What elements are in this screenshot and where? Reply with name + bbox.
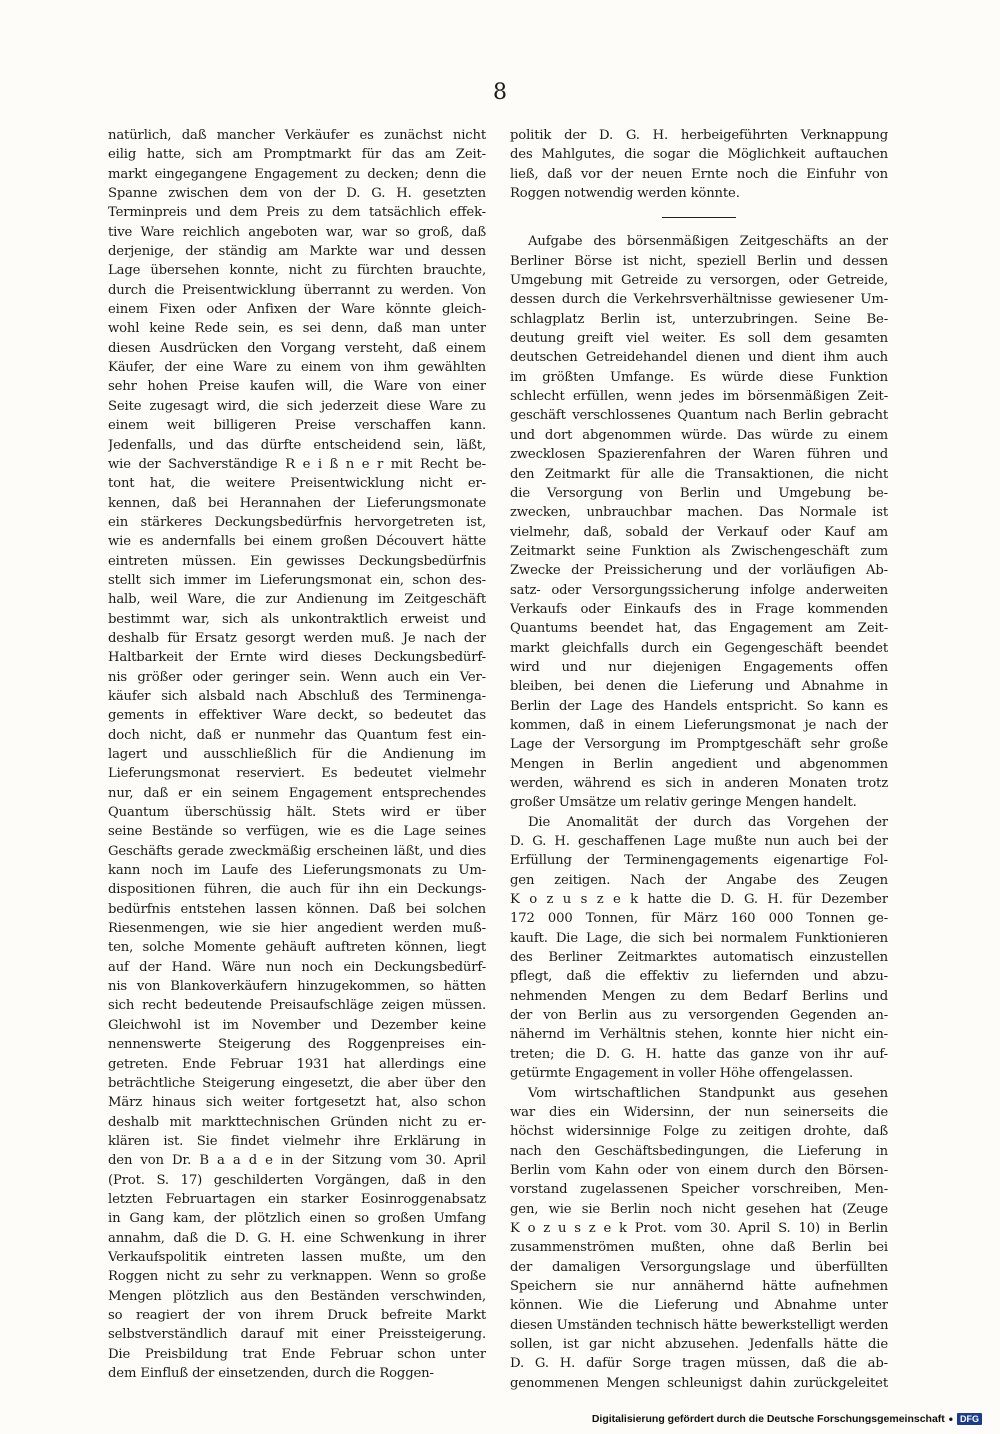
text-line: Käufer, der eine Ware zu einem von ihm gewählten	[108, 360, 486, 376]
text-line: Verkaufs oder Einkaufs des in Frage kommenden	[510, 601, 888, 617]
text-line: des Berliner Zeitmarktes automatisch einzustellen	[510, 950, 888, 966]
text-line: vielmehr, daß, sobald der Verkauf oder Kauf am	[510, 524, 888, 540]
footer	[592, 1412, 982, 1426]
text-line: Seite zugesagt wird, die sich jederzeit diese Ware zu	[108, 398, 486, 414]
text-line: nehmenden Mengen zu dem Bedarf Berlins und	[510, 988, 888, 1004]
text-line: markt eingegangene Engagement zu decken; denn die	[108, 166, 486, 182]
text-line: Roggen notwendig werden könnte.	[510, 186, 740, 202]
text-line: gen zeitigen. Nach der Angabe des Zeugen	[510, 872, 888, 888]
text-line: diesen Umständen technisch hätte bewerkstelligt werden	[510, 1317, 888, 1333]
text-line: doch nicht, daß er nunmehr das Quantum fest ein-	[108, 727, 486, 743]
text-line: März hinaus sich weiter fortgesetzt hat, also schon	[108, 1095, 486, 1111]
text-line: den Zeitmarkt für alle die Transaktionen, die nicht	[510, 466, 888, 482]
section-separator	[662, 217, 736, 218]
text-line: sehr hohen Preise kaufen will, die Ware von einer	[108, 379, 486, 395]
text-line: Verkaufspolitik eintreten lassen mußte, um den	[108, 1249, 486, 1265]
text-line: D. G. H. geschaffenen Lage mußte nun auch bei der	[510, 834, 888, 850]
text-line: selbstverständlich darauf mit einer Preissteigerung.	[108, 1327, 486, 1343]
text-line: der von Berlin aus zu versorgenden Gegenden an-	[510, 1008, 888, 1024]
text-line: satz- oder Versorgungssicherung infolge anderweiten	[510, 582, 888, 598]
text-line: Mengen plötzlich aus den Beständen verschwinden,	[108, 1288, 486, 1304]
text-line: klären ist. Sie findet vielmehr ihre Erklärung in	[108, 1133, 486, 1149]
text-line: diesen Ausdrücken den Vorgang versteht, daß einem	[108, 340, 486, 356]
text-line: seine Bestände so verfügen, wie es die Lage seines	[108, 824, 486, 840]
text-line: stellt sich immer im Lieferungsmonat ein, schon des-	[108, 572, 486, 588]
text-line: halb, weil Ware, die zur Andienung im Zeitgeschäft	[108, 592, 486, 608]
text-line: in Gang kam, der plötzlich einen so großen Umfang	[108, 1211, 486, 1227]
text-line: den von Dr. B a a d e in der Sitzung vom 30. April	[108, 1153, 486, 1169]
text-line: Berliner Börse ist nicht, speziell Berlin und dessen	[510, 253, 888, 269]
text-line: gements in effektiver Ware deckt, so bedeutet das	[108, 708, 486, 724]
text-line: Quantums beendet hat, das Engagement am Zeit-	[510, 621, 888, 637]
text-line: Lage der Versorgung im Promptgeschäft sehr große	[510, 737, 888, 753]
text-line: geschäft verschlossenes Quantum nach Berlin gebracht	[510, 408, 888, 424]
text-line: dem Einfluß der einsetzenden, durch die Roggen-	[108, 1366, 434, 1381]
text-line: Speichern sie nur annähernd hätte aufnehmen	[510, 1278, 888, 1294]
text-line: deshalb für Ersatz gesorgt werden muß. Je nach der	[108, 630, 486, 646]
text-line: einem Fixen oder Anfixen der Ware könnte gleich-	[108, 302, 486, 318]
text-line: nis größer oder geringer sein. Wenn auch ein Ver-	[108, 669, 486, 685]
text-line: Spanne zwischen dem von der D. G. H. gesetzten	[108, 186, 486, 202]
text-line: Jedenfalls, und das dürfte entscheidend sein, läßt,	[108, 437, 486, 453]
text-line: deutung greift viel weiter. Es soll dem gesamten	[510, 331, 888, 347]
text-line: Die Preisbildung trat Ende Februar schon unter	[108, 1346, 486, 1362]
text-line: Lage übersehen konnte, nicht zu fürchten brauchte,	[108, 263, 486, 279]
text-line: Mengen in Berlin angedient und abgenommen	[510, 756, 888, 772]
text-line: die Versorgung von Berlin und Umgebung be-	[510, 485, 888, 501]
text-line: eintreten müssen. Ein gewisses Deckungsbedürfnis	[108, 553, 486, 569]
text-line: K o z u s z e k hatte die D. G. H. für Dezember	[510, 892, 888, 908]
text-line: getürmte Engagement in voller Höhe offengelassen.	[510, 1066, 854, 1082]
text-line: deshalb mit markttechnischen Gründen nicht zu er-	[108, 1114, 486, 1130]
text-line: lagert und ausschließlich für die Andienung im	[108, 747, 486, 762]
text-line: gen, wie sie Berlin noch nicht gesehen hat (Zeuge	[510, 1201, 888, 1217]
text-line: Vom wirtschaftlichen Standpunkt aus gesehen	[528, 1085, 888, 1101]
text-line: ließ, daß vor der neuen Ernte noch die Einfuhr von	[510, 166, 888, 182]
text-line: so reagiert der von ihrem Druck befreite Markt	[108, 1307, 486, 1323]
text-line: K o z u s z e k Prot. vom 30. April S. 10) in Berlin	[510, 1220, 888, 1236]
text-line: Berlin vom Kahn oder von einem durch den Börsen-	[510, 1162, 888, 1178]
text-line: sich recht bedeutende Preisaufschläge zeigen müssen.	[108, 998, 486, 1014]
text-line: wird und nur diejenigen Engagements offen	[510, 659, 888, 675]
text-line: nach den Geschäftsbedingungen, die Lieferung in	[510, 1143, 888, 1159]
text-line: zwecken, unbrauchbar machen. Das Normale ist	[510, 505, 888, 521]
text-line: schlecht erfüllen, wenn jedes im börsenmäßigen Zeit-	[510, 389, 888, 405]
text-line: der damaligen Versorgungslage und überfüllten	[510, 1259, 888, 1275]
text-line: tive Ware reichlich angeboten war, war so groß, daß	[108, 224, 486, 240]
text-line: nis von Blankoverkäufern hinzugekommen, so hätten	[108, 979, 486, 995]
text-line: käufer sich alsbald nach Abschluß des Terminenga-	[108, 688, 486, 704]
right-column	[510, 126, 888, 1393]
text-line: bedürfnis entstehen lassen können. Daß bei solchen	[108, 901, 486, 917]
text-line: natürlich, daß mancher Verkäufer es zunächst nicht	[108, 128, 486, 143]
text-line: Berlin der Lage des Handels entspricht. So kann es	[510, 698, 888, 714]
text-line: kommen, daß in einem Lieferungsmonat je nach der	[510, 717, 888, 733]
text-line: getreten. Ende Februar 1931 hat allerdings eine	[108, 1056, 486, 1072]
text-line: wie der Sachverständige R e i ß n e r mit Recht be-	[108, 456, 486, 472]
text-line: nähernd im Verhältnis stehen, konnte hier nicht ein-	[510, 1027, 888, 1043]
text-line: derjenige, der ständig am Markte war und dessen	[108, 244, 486, 260]
right-column-bottom	[510, 232, 888, 1393]
text-line: eilig hatte, sich am Promptmarkt für das am Zeit-	[108, 147, 486, 163]
text-line: zusammenströmen mußten, ohne daß Berlin bei	[510, 1240, 888, 1256]
text-line: 172 000 Tonnen, für März 160 000 Tonnen ge-	[510, 911, 888, 927]
text-line: Quantum überschüssig hält. Stets wird er über	[108, 805, 486, 821]
text-line: können. Wie die Lieferung und Abnahme unter	[510, 1298, 888, 1314]
text-line: nennenswerte Steigerung des Roggenpreises ein-	[108, 1037, 486, 1053]
text-line: Umgebung mit Getreide zu versorgen, oder Getreide,	[510, 273, 888, 289]
text-line: zwecklosen Spazierenfahren der Waren führen und	[510, 447, 888, 463]
text-line: annahm, daß die D. G. H. eine Schwenkung in ihrer	[108, 1230, 486, 1246]
text-line: wie es andernfalls bei einem großen Découvert hätte	[108, 534, 486, 550]
text-line: sollen, ist gar nicht abzusehen. Jedenfalls hätte die	[510, 1336, 888, 1352]
text-line: Riesenmengen, wie sie hier angedient werden muß-	[108, 921, 486, 937]
text-line: durch die Preisentwicklung überrannt zu werden. Von	[108, 282, 486, 298]
text-line: ein stärkeres Deckungsbedürfnis hervorgetreten ist,	[108, 514, 486, 530]
text-line: tont hat, die weitere Preisentwicklung nicht er-	[108, 476, 486, 492]
text-line: großer Umsätze um relativ geringe Mengen handelt.	[510, 795, 857, 811]
text-line: im größten Umfange. Es würde diese Funktion	[510, 369, 888, 385]
text-line: D. G. H. dafür Sorge tragen müssen, daß die ab-	[510, 1356, 888, 1372]
text-line: Roggen nicht zu sehr zu verknappen. Wenn so große	[108, 1269, 486, 1285]
text-line: nur, daß er ein seinem Engagement entsprechendes	[108, 785, 486, 801]
text-line: Zwecke der Preissicherung und der vorläufigen Ab-	[510, 563, 888, 579]
text-line: genommenen Mengen schleunigst dahin zurückgeleitet	[510, 1375, 888, 1391]
text-line: dispositionen führen, die auch für ihn ein Deckungs-	[108, 882, 486, 898]
text-line: einem weit billigeren Preise verschaffen kann.	[108, 418, 486, 434]
text-line: werden, während es sich in anderen Monaten trotz	[510, 776, 888, 791]
text-line: höchst widersinnige Folge zu zeitigen drohte, daß	[510, 1124, 888, 1140]
text-line: treten; die D. G. H. hatte das ganze von ihr auf-	[510, 1046, 888, 1062]
text-line: Aufgabe des börsenmäßigen Zeitgeschäfts an der	[528, 234, 888, 250]
right-column-top	[510, 126, 888, 203]
footer-separator: •	[948, 1412, 953, 1426]
text-line: kauft. Die Lage, die sich bei normalem Funktionieren	[510, 930, 888, 946]
left-column	[108, 126, 486, 1383]
text-line: kann noch im Laufe des Lieferungsmonats zu Um-	[108, 863, 486, 879]
footer-text: Digitalisierung gefördert durch die Deutsche Forschungsgemeinschaft	[591, 1413, 945, 1425]
text-line: deutschen Getreidehandel dienen und dient ihm auch	[510, 350, 888, 366]
text-line: (Prot. S. 17) geschilderten Vorgängen, daß in den	[108, 1172, 486, 1188]
text-line: markt gleichfalls durch ein Gegengeschäft beendet	[510, 640, 888, 656]
text-line: Die Anomalität der durch das Vorgehen der	[528, 814, 888, 830]
text-line: dessen durch die Verkehrsverhältnisse gewiesener Um-	[510, 292, 888, 308]
dfg-logo: DFG	[957, 1413, 982, 1425]
text-line: schlagplatz Berlin ist, unterzubringen. Seine Be-	[510, 311, 888, 327]
text-line: Zeitmarkt seine Funktion als Zwischengeschäft zum	[510, 543, 888, 559]
text-line: Geschäfts gerade zweckmäßig erscheinen läßt, und dies	[108, 843, 486, 859]
text-line: Gleichwohl ist im November und Dezember keine	[108, 1017, 486, 1033]
text-line: und dort abgenommen würde. Das würde zu einem	[510, 427, 888, 443]
text-line: letzten Februartagen ein starker Eosinroggenabsatz	[108, 1191, 486, 1207]
text-line: auf der Hand. Wäre nun noch ein Deckungsbedürf-	[108, 959, 486, 975]
text-line: beträchtliche Steigerung eingesetzt, die aber über den	[108, 1075, 486, 1091]
text-line: Haltbarkeit der Ernte wird dieses Deckungsbedürf-	[108, 650, 486, 666]
page-number: 8	[493, 80, 507, 105]
text-line: wohl keine Rede sein, es sei denn, daß man unter	[108, 321, 486, 337]
text-line: politik der D. G. H. herbeigeführten Verknappung	[510, 128, 888, 143]
text-line: Erfüllung der Terminengagements eigenartige Fol-	[510, 853, 888, 869]
text-line: ten, solche Momente gehäuft auftreten können, liegt	[108, 940, 486, 956]
text-line: pflegt, daß die effektiv zu liefernden und abzu-	[510, 969, 888, 985]
text-line: Lieferungsmonat reserviert. Es bedeutet vielmehr	[108, 766, 486, 782]
text-line: des Mahlgutes, die sogar die Möglichkeit auftauchen	[510, 147, 888, 163]
text-line: bleiben, bei denen die Lieferung und Abnahme in	[510, 679, 888, 695]
text-line: kennen, daß bei Herannahen der Lieferungsmonate	[108, 495, 486, 511]
text-line: Terminpreis und dem Preis zu dem tatsächlich effek-	[108, 205, 486, 221]
text-line: vorstand zugelassenen Speicher vorschreiben, Men-	[510, 1182, 888, 1198]
text-line: war dies ein Widersinn, der nun seinerseits die	[510, 1104, 888, 1120]
text-line: bestimmt war, sich als unkontraktlich erweist und	[108, 611, 486, 627]
